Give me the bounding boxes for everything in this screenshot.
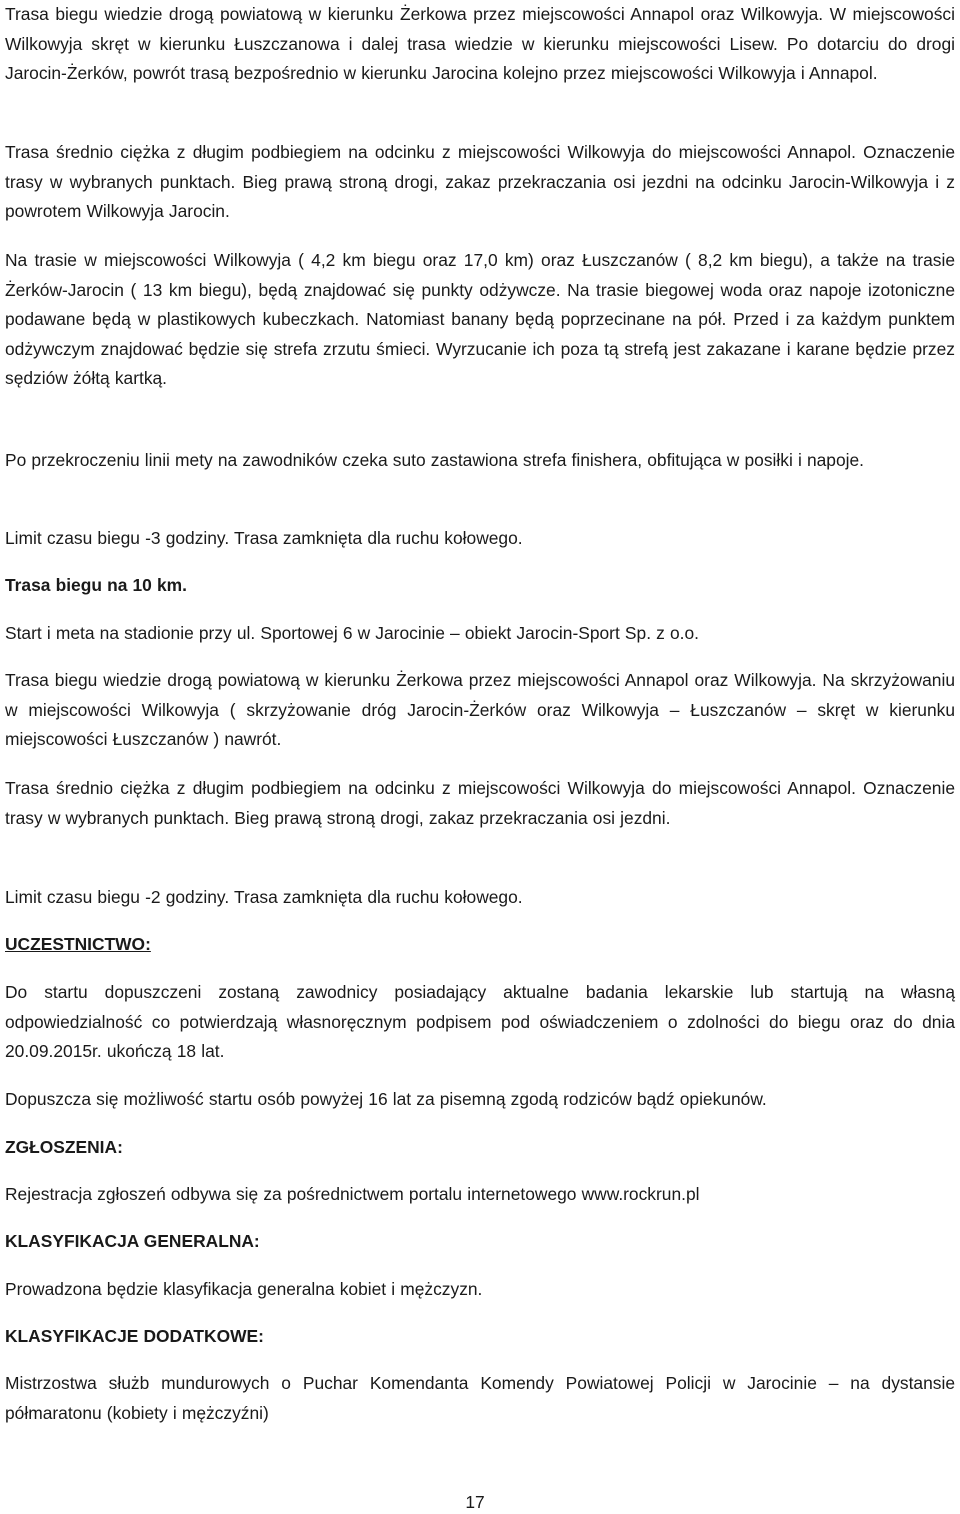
route-description-paragraph: Trasa biegu wiedzie drogą powiatową w kierunku Żerkowa przez miejscowości Annapol oraz Wilkowyja. W miejscowości Wilkowyja skręt w kierunku Łuszczanowa i dalej trasa wiedzie w kierunku miejscowości Lisew. Po dotarciu do drogi Jarocin-Żerków, powrót trasą bezpośrednio w kierunku Jarocina kolejno przez miejscowości Wilkowyja i Annapol. (5, 4, 955, 83)
participation-heading: UCZESTNICTWO: (5, 934, 151, 954)
registration-paragraph: Rejestracja zgłoszeń odbywa się za pośrednictwem portalu internetowego www.rockrun.pl (5, 1184, 700, 1204)
registration-heading: ZGŁOSZENIA: (5, 1137, 123, 1157)
finisher-zone-paragraph: Po przekroczeniu linii mety na zawodników czeka suto zastawiona strefa finishera, obfitująca w posiłki i napoje. (5, 450, 865, 470)
participation-paragraph: Do startu dopuszczeni zostaną zawodnicy posiadający aktualne badania lekarskie lub startują na własną odpowiedzialność co potwierdzają własnoręcznym podpisem pod oświadczeniem o zdolności do biegu oraz do dnia 20.09.2015r. ukończą 18 lat. (5, 982, 955, 1061)
general-classification-heading: KLASYFIKACJA GENERALNA: (5, 1231, 260, 1251)
ten-km-route-description: Trasa biegu wiedzie drogą powiatową w kierunku Żerkowa przez miejscowości Annapol oraz Wilkowyja. Na skrzyżowaniu w miejscowości Wilkowyja ( skrzyżowanie dróg Jarocin-Żerków oraz Wilkowyja – Łuszczanów – skręt w kierunku miejscowości Łuszczanów ) nawrót. (5, 670, 955, 749)
start-finish-paragraph: Start i meta na stadionie przy ul. Sportowej 6 w Jarocinie – obiekt Jarocin-Sport Sp. z o.o. (5, 623, 699, 643)
ten-km-difficulty-paragraph: Trasa średnio ciężka z długim podbiegiem na odcinku z miejscowości Wilkowyja do miejscowości Annapol. Oznaczenie trasy w wybranych punktach. Bieg prawą stroną drogi, zakaz przekraczania osi jezdni. (5, 778, 955, 828)
ten-km-time-limit-paragraph: Limit czasu biegu -2 godziny. Trasa zamknięta dla ruchu kołowego. (5, 887, 523, 907)
page-number: 17 (465, 1492, 485, 1512)
route-difficulty-paragraph: Trasa średnio ciężka z długim podbiegiem na odcinku z miejscowości Wilkowyja do miejscowości Annapol. Oznaczenie trasy w wybranych punktach. Bieg prawą stroną drogi, zakaz przekraczania osi jezdni na odcinku Jarocin-Wilkowyja i z powrotem Wilkowyja Jarocin. (5, 142, 955, 221)
general-classification-paragraph: Prowadzona będzie klasyfikacja generalna kobiet i mężczyzn. (5, 1279, 483, 1299)
age-requirement-paragraph: Dopuszcza się możliwość startu osób powyżej 16 lat za pisemną zgodą rodziców bądź opiekunów. (5, 1089, 767, 1109)
additional-classifications-heading: KLASYFIKACJE DODATKOWE: (5, 1326, 264, 1346)
ten-km-route-heading: Trasa biegu na 10 km. (5, 575, 187, 595)
additional-classifications-paragraph: Mistrzostwa służb mundurowych o Puchar Komendanta Komendy Powiatowej Policji w Jarocinie – na dystansie półmaratonu (kobiety i mężczyźni) (5, 1373, 955, 1423)
document-page (5, 0, 955, 1513)
time-limit-paragraph: Limit czasu biegu -3 godziny. Trasa zamknięta dla ruchu kołowego. (5, 528, 523, 548)
refreshment-points-paragraph: Na trasie w miejscowości Wilkowyja ( 4,2 km biegu oraz 17,0 km) oraz Łuszczanów ( 8,2 km biegu), a także na trasie Żerków-Jarocin ( 13 km biegu), będą znajdować się punkty odżywcze. Na trasie biegowej woda oraz napoje izotoniczne podawane będą w plastikowych kubeczkach. Natomiast banany będą poprzecinane na pół. Przed i za każdym punktem odżywczym znajdować będzie się strefa zrzutu śmieci. Wyrzucanie ich poza tą strefą jest zakazane i karane będzie przez sędziów żółtą kartką. (5, 250, 955, 388)
